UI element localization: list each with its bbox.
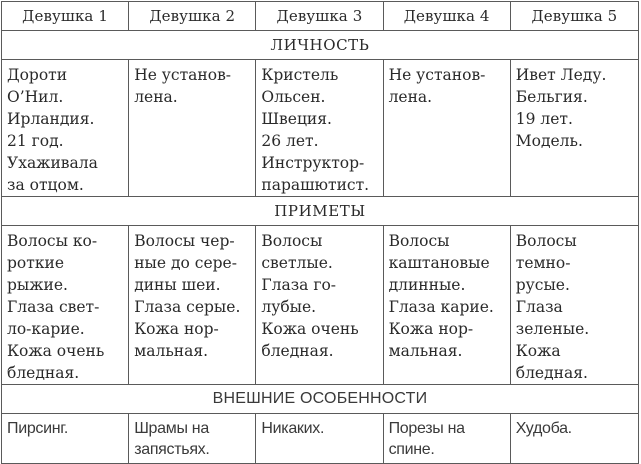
section-title-signs: ПРИМЕТЫ [2, 197, 639, 226]
section-row-personality [2, 31, 639, 60]
cell-line: Ольсен. [261, 88, 326, 106]
cell-line: Порезы на [388, 420, 465, 437]
cell-line: длинные. [388, 276, 466, 294]
cell-line: Кристель [261, 66, 339, 84]
column-header-girl-5: Девушка 5 [510, 2, 638, 31]
cell-line: лубые. [261, 298, 317, 316]
cell-line: Кожа нор- [134, 320, 219, 338]
column-header-girl-4: Девушка 4 [383, 2, 510, 31]
cell-line: Глаза карие. [388, 298, 494, 316]
column-header-girl-3: Девушка 3 [256, 2, 383, 31]
cell-line: Швеция. [261, 110, 332, 128]
cell-line: 26 лет. [261, 132, 319, 150]
cell-girl-5-signs [510, 226, 638, 385]
girls-comparison-table [1, 1, 639, 464]
header-row [2, 2, 639, 31]
cell-line: Глаза серые. [134, 298, 241, 316]
cell-line: 21 год. [7, 132, 64, 150]
cell-line: Глаза [515, 298, 563, 316]
cell-girl-2-personality [129, 60, 256, 197]
section-title-features: ВНЕШНИЕ ОСОБЕННОСТИ [2, 385, 639, 414]
cell-line: Модель. [515, 132, 583, 150]
cell-line: Волосы ко- [7, 232, 98, 250]
section-row-signs [2, 197, 639, 226]
cell-line: Глаза свет- [7, 298, 100, 316]
cell-line: спине. [388, 441, 435, 458]
cell-line: Худоба. [515, 420, 572, 437]
cell-line: зеленые. [515, 320, 590, 338]
cell-line: О’Нил. [7, 88, 64, 106]
cell-line: Волосы [515, 232, 577, 250]
cell-line: Кожа очень [261, 320, 359, 338]
cell-line: Ирландия. [7, 110, 95, 128]
cell-girl-2-features [129, 414, 256, 464]
cell-line: Дороти [7, 66, 68, 84]
section-title-personality: ЛИЧНОСТЬ [2, 31, 639, 60]
cell-line: запястьях. [134, 441, 210, 458]
cell-line: рыжие. [7, 276, 68, 294]
cell-line: Глаза го- [261, 276, 337, 294]
cell-line: парашютист. [261, 176, 370, 194]
cell-line: Бельгия. [515, 88, 588, 106]
cell-line: каштановые [388, 254, 490, 272]
cell-line: мальная. [134, 342, 209, 360]
cell-line: бледная. [7, 364, 80, 382]
cell-line: русые. [515, 276, 570, 294]
cell-line: Не установ- [134, 66, 232, 84]
section-row-features [2, 385, 639, 414]
table-row-personality [2, 60, 639, 197]
cell-line: Волосы [261, 232, 323, 250]
cell-line: Ухаживала [7, 154, 98, 172]
cell-line: ло-карие. [7, 320, 85, 338]
cell-girl-4-personality [383, 60, 510, 197]
cell-line: Шрамы на [134, 420, 209, 437]
cell-line: Пирсинг. [7, 420, 69, 437]
cell-girl-4-signs [383, 226, 510, 385]
cell-line: ные до сере- [134, 254, 237, 272]
cell-girl-1-personality [2, 60, 129, 197]
cell-girl-3-features [256, 414, 383, 464]
cell-girl-1-signs [2, 226, 129, 385]
cell-line: бледная. [261, 342, 334, 360]
cell-girl-5-personality [510, 60, 638, 197]
cell-line: роткие [7, 254, 65, 272]
cell-line: Никаких. [261, 420, 325, 437]
cell-girl-3-personality [256, 60, 383, 197]
cell-girl-2-signs [129, 226, 256, 385]
cell-girl-3-signs [256, 226, 383, 385]
cell-line: за отцом. [7, 176, 84, 194]
column-header-girl-2: Девушка 2 [129, 2, 256, 31]
cell-line: Ивет Леду. [515, 66, 607, 84]
cell-line: Волосы [388, 232, 450, 250]
cell-line: 19 лет. [515, 110, 573, 128]
cell-line: светлые. [261, 254, 333, 272]
cell-line: Не установ- [388, 66, 486, 84]
cell-line: Инструктор- [261, 154, 365, 172]
cell-girl-4-features [383, 414, 510, 464]
cell-line: Кожа очень [7, 342, 105, 360]
table-row-signs [2, 226, 639, 385]
cell-line: дины шеи. [134, 276, 221, 294]
cell-line: мальная. [388, 342, 463, 360]
cell-girl-5-features [510, 414, 638, 464]
cell-line: Кожа нор- [388, 320, 474, 338]
table-row-features [2, 414, 639, 464]
cell-girl-1-features [2, 414, 129, 464]
cell-line: темно- [515, 254, 571, 272]
column-header-girl-1: Девушка 1 [2, 2, 129, 31]
cell-line: лена. [134, 88, 178, 106]
cell-line: лена. [388, 88, 433, 106]
cell-line: бледная. [515, 364, 588, 382]
cell-line: Волосы чер- [134, 232, 235, 250]
cell-line: Кожа [515, 342, 561, 360]
